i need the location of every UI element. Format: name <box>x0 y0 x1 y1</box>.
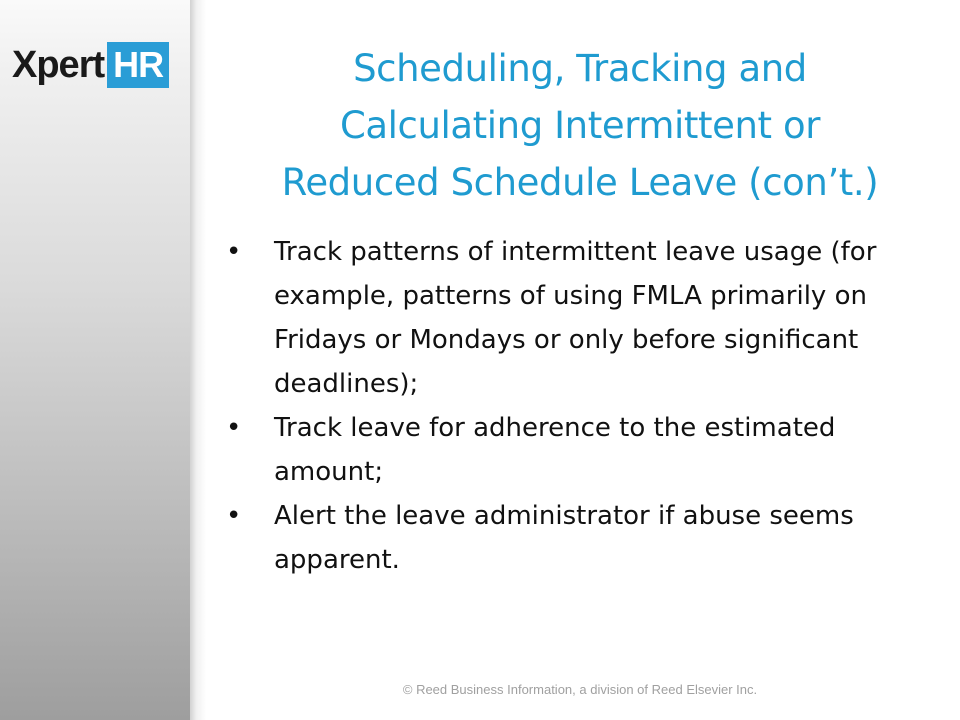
bullet-text: Alert the leave administrator if abuse seems apparent. <box>274 501 854 575</box>
logo-text-hr: HR <box>107 42 169 88</box>
bullet-dot: • <box>226 413 242 443</box>
bullet-item <box>226 406 926 494</box>
bullet-dot: • <box>226 237 242 267</box>
title-line-3: Reduced Schedule Leave (con’t.) <box>281 161 879 204</box>
bullet-item <box>226 494 926 582</box>
copyright-footer: © Reed Business Information, a division of Reed Elsevier Inc. <box>402 682 758 697</box>
bullet-list <box>226 230 926 582</box>
bullet-dot: • <box>226 501 242 531</box>
bullet-item <box>226 230 926 406</box>
slide-title <box>215 40 945 211</box>
bullet-text: Track patterns of intermittent leave usage (for example, patterns of using FMLA primarily on Fridays or Mondays or only before significant deadlines); <box>274 237 877 399</box>
bullet-text: Track leave for adherence to the estimated amount; <box>274 413 836 487</box>
xperthr-logo <box>12 40 176 90</box>
title-line-1: Scheduling, Tracking and <box>353 47 807 90</box>
sidebar-shadow <box>190 0 206 720</box>
title-line-2: Calculating Intermittent or <box>339 104 821 147</box>
logo-text-xpert: Xpert <box>12 44 105 86</box>
sidebar-panel <box>0 0 190 720</box>
